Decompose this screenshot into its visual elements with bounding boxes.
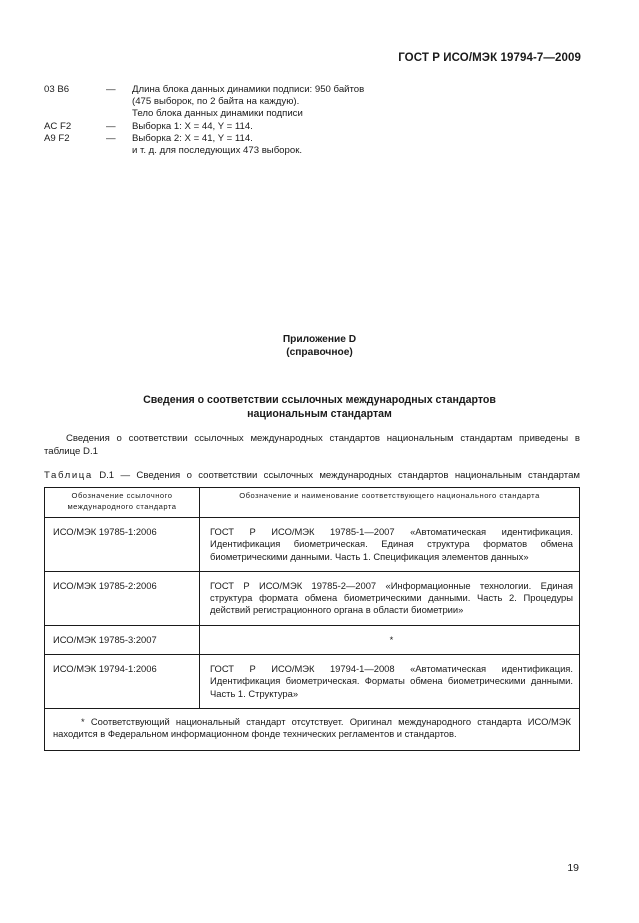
caption-text: — Сведения о соответствии ссылочных международных стандартов национальным стандартам [120, 470, 581, 481]
national-standard: ГОСТ Р ИСО/МЭК 19794-1—2008 «Автоматическая идентификация. Идентификация биометрическая. Форматы обмена биометрическими данными. Часть 1. Структура» [200, 655, 580, 709]
dump-line: Тело блока данных динамики подписи [132, 108, 303, 120]
column-header: Обозначение ссылочного международного стандарта [45, 488, 200, 518]
ref-standard: ИСО/МЭК 19794-1:2006 [45, 655, 200, 709]
section-title-line: Сведения о соответствии ссылочных международных стандартов [143, 394, 496, 406]
dump-row [44, 84, 584, 121]
dump-line: (475 выборок, по 2 байта на каждую). [132, 96, 300, 108]
dump-dash: — [106, 84, 116, 95]
dump-line: Выборка 1: X = 44, Y = 114. [132, 120, 253, 132]
annex-title: Приложение D [282, 334, 357, 345]
national-standard: * [200, 625, 580, 654]
table-footnote: * Соответствующий национальный стандарт отсутствует. Оригинал международного стандарта ИСО/МЭК находится в Федеральном информационном фонде технических регламентов и стандартов. [45, 708, 580, 750]
caption-label: Таблица [44, 470, 93, 481]
dump-dash: — [106, 132, 116, 144]
page-number: 19 [567, 862, 579, 874]
ref-standard: ИСО/МЭК 19785-3:2007 [45, 625, 200, 654]
dump-line: Длина блока данных динамики подписи: 950 байтов [132, 84, 365, 95]
table-row [45, 571, 580, 625]
annex-subtitle: (справочное) [286, 346, 353, 358]
dump-text [132, 133, 584, 157]
caption-number: D.1 [99, 470, 115, 481]
table-row [45, 655, 580, 709]
national-standard: ГОСТ Р ИСО/МЭК 19785-1—2007 «Автоматическая идентификация. Идентификация биометрическая. Единая структура форматов обмена биометрическими данными. Часть 1. Спецификация элементов данных» [200, 518, 580, 572]
dump-code: AC F2 [44, 120, 72, 132]
national-standard: ГОСТ Р ИСО/МЭК 19785-2—2007 «Информационные технологии. Единая структура формата обмена биометрическими данными. Часть 2. Процедуры действий регистрационного органа в области биометрии» [200, 571, 580, 625]
dump-dash: — [106, 120, 116, 132]
annex-heading [0, 334, 639, 359]
column-header: Обозначение и наименование соответствующего национального стандарта [200, 488, 580, 518]
dump-code: 03 B6 [44, 84, 70, 95]
table-caption [44, 470, 580, 482]
dump-text [132, 84, 584, 121]
ref-standard: ИСО/МЭК 19785-1:2006 [45, 518, 200, 572]
dump-row [44, 133, 584, 157]
table-header-row [45, 488, 580, 518]
table-row [45, 625, 580, 654]
ref-standard: ИСО/МЭК 19785-2:2006 [45, 571, 200, 625]
dump-text [132, 121, 584, 133]
dump-code: A9 F2 [44, 132, 70, 144]
dump-line: Выборка 2: X = 41, Y = 114. [132, 132, 253, 144]
reference-table [44, 487, 580, 751]
dump-line: и т. д. для последующих 473 выборок. [132, 145, 303, 157]
signature-dump [44, 84, 584, 157]
table-row [45, 518, 580, 572]
intro-paragraph: Сведения о соответствии ссылочных международных стандартов национальным стандартам приведены в таблице D.1 [44, 433, 580, 457]
document-code: ГОСТ Р ИСО/МЭК 19794-7—2009 [398, 52, 581, 64]
section-title-line: национальным стандартам [247, 408, 392, 420]
section-title [0, 393, 639, 421]
table-note-row [45, 708, 580, 750]
dump-row [44, 121, 584, 133]
